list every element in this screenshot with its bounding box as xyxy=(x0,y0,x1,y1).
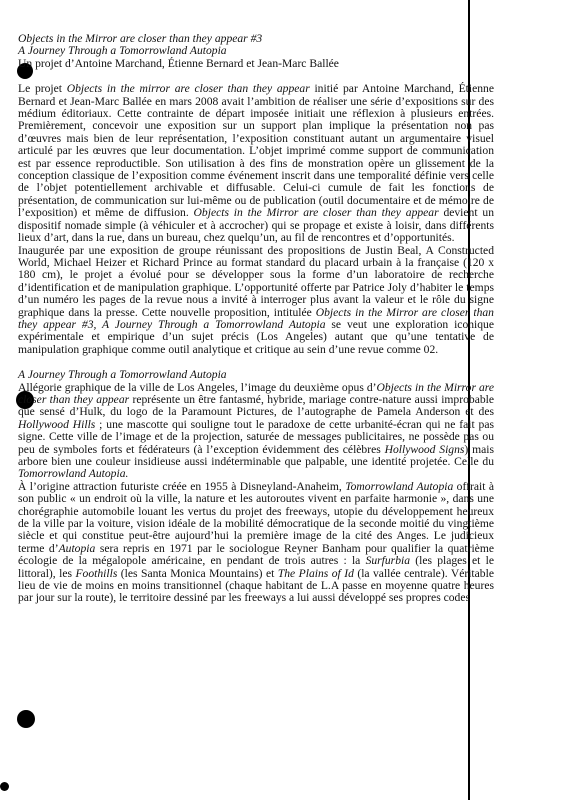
text-run: Allégorie graphique de la ville de Los Angeles, l’image du deuxième opus d’ xyxy=(18,380,377,394)
section-paragraph-2 xyxy=(18,481,494,605)
text-run-italic: Tomorrowland Autopia xyxy=(345,479,454,493)
intro-paragraph-2 xyxy=(18,245,494,357)
text-run-italic: Surfurbia xyxy=(365,554,411,568)
section-paragraph-1 xyxy=(18,382,494,481)
document-page xyxy=(18,33,494,605)
header-credits: Un projet d’Antoine Marchand, Étienne Bernard et Jean-Marc Ballée xyxy=(18,56,339,70)
text-run: (les Santa Monica Mountains) et xyxy=(117,566,278,580)
punch-hole-mark xyxy=(17,710,35,728)
header-subtitle: A Journey Through a Tomorrowland Autopia xyxy=(18,44,227,58)
intro-paragraph-1 xyxy=(18,83,494,244)
text-run: ) mais arbore bien une couleur insidieuse aussi indéterminable que palpable, une identité projetée. Celle du xyxy=(18,442,495,468)
text-run: À l’origine attraction futuriste créée en 1955 à Disneyland-Anaheim, xyxy=(18,479,346,493)
text-run: (la vallée centrale). Véritable lieu de vie de moins en moins transitionnel (chaque habitant de L.A passe en moyenne quatre heures par jour sur la route), le territoire dessiné par les freeways a lui aussi développé ses propres codes xyxy=(18,566,494,605)
section-body xyxy=(18,382,494,605)
text-run: ; une mascotte qui souligne tout le paradoxe de cette urbanité-écran qui ne fait pas signe. Cette ville de l’image et de la projection, saturée de messages publicitaires, ne possède pas ou peu de symboles forts et fédérateurs (à l’exception évidemment des célèbres xyxy=(18,417,495,456)
text-run-italic: Objects in the Mirror are closer than they appear xyxy=(18,380,494,406)
text-run: offrait à son public « un endroit où la ville, la nature et les autoroutes vivent en parfaite harmonie », dans une chorégraphie automobile louant les vertus du projet des freeways, utopie du développement heureux de la ville par la voiture, vision idéale de la mobilité démocratique de la seconde moitié du vingtième siècle et qui constitue peut-être aujourd’hui la première image de la cité des Anges. Le judicieux terme d’ xyxy=(18,479,495,555)
text-run-italic: Hollywood Signs xyxy=(384,442,465,456)
text-run: Inaugurée par une exposition de groupe réunissant des propositions de Justin Beal, A Constructed World, Michael Heizer et Richard Prince au format standard du placard urbain à la française (120 x 180 cm), le projet a évolué pour se développer sous la forme d’un laboratoire de recherche d’identification et de manipulation graphique. L’opportunité offerte par Patrice Joly d’habiter le temps d’un numéro les pages de la revue nous a invité à interroger plus avant la valeur et le rôle du signe graphique dans la presse. Cette nouvelle proposition, intitulée xyxy=(18,243,494,319)
section-title: A Journey Through a Tomorrowland Autopia xyxy=(18,368,227,382)
text-run-italic: Foothills xyxy=(75,566,118,580)
intro-section xyxy=(18,83,494,356)
punch-hole-mark xyxy=(0,782,9,791)
text-run-italic: Objects in the Mirror are closer than they appear #3, A Journey Through a Tomorrowland Autopia xyxy=(18,305,494,331)
text-run-italic: Objects in the mirror are closer than they appear xyxy=(66,82,310,96)
text-run-italic: Hollywood Hills xyxy=(18,417,96,431)
text-run: devient un dispositif nomade simple (à véhiculer et à accrocher) qui se propage et existe à loisir, dans différents lieux d’art, dans la rue, dans un bureau, chez quelqu’un, au fil de rencontres et d’opportunités. xyxy=(18,206,494,245)
text-run: représente un être fantasmé, hybride, mariage contre-nature aussi improbable que sensé d’Hulk, du logo de la Paramount Pictures, de l’autographe de Pamela Anderson et des xyxy=(18,392,494,419)
text-run-italic: The Plains of Id xyxy=(277,566,354,580)
header-title: Objects in the Mirror are closer than they appear #3 xyxy=(18,32,263,45)
text-run: Le projet xyxy=(18,82,67,96)
text-run-italic: Objects in the Mirror are closer than they appear xyxy=(193,206,439,220)
text-run: se veut une exploration iconique expérimentale et empirique d’un sujet précis (Los Angeles) autant que qu’une tentative de manipulation graphique comme outil analytique et critique au sein d’une revue comme 02. xyxy=(18,317,494,356)
text-run: initié par Antoine Marchand, Étienne Bernard et Jean-Marc Ballée en mars 2008 avait l’ambition de réaliser une série d’expositions sur des médium éditoriaux. Cette contrainte de départ imposée initiait une réflexion à plusieurs entrées. Premièrement, concevoir une exposition sur un support plan implique la présentation non pas d’œuvres mais bien de leur représentation, l’exposition constituant autant un argumentaire visuel articulé par les œuvres que leur documentation. L’objet imprimé comme support de communication est par essence reproductible. Son utilisation à des fins de monstration opère un glissement de la conception classique de l’exposition comme événement inscrit dans une temporalité définie vers celle de l’objet potentiellement archivable et diffusable. Celui-ci cumule de fait les fonctions de présentation, de communication sur lui-même ou de publication (outil documentaire et de mémoire de l’exposition) et même de diffusion. xyxy=(18,82,494,220)
text-run-italic: Autopia xyxy=(58,541,96,555)
text-run: (les plages et le littoral), les xyxy=(18,554,494,580)
text-run: sera repris en 1971 par le sociologue Reyner Banham pour qualifier la quatrième écologie de la mégalopole américaine, en pendant de trois autres : la xyxy=(18,541,494,568)
text-run-italic: Tomorrowland Autopia. xyxy=(18,467,129,481)
